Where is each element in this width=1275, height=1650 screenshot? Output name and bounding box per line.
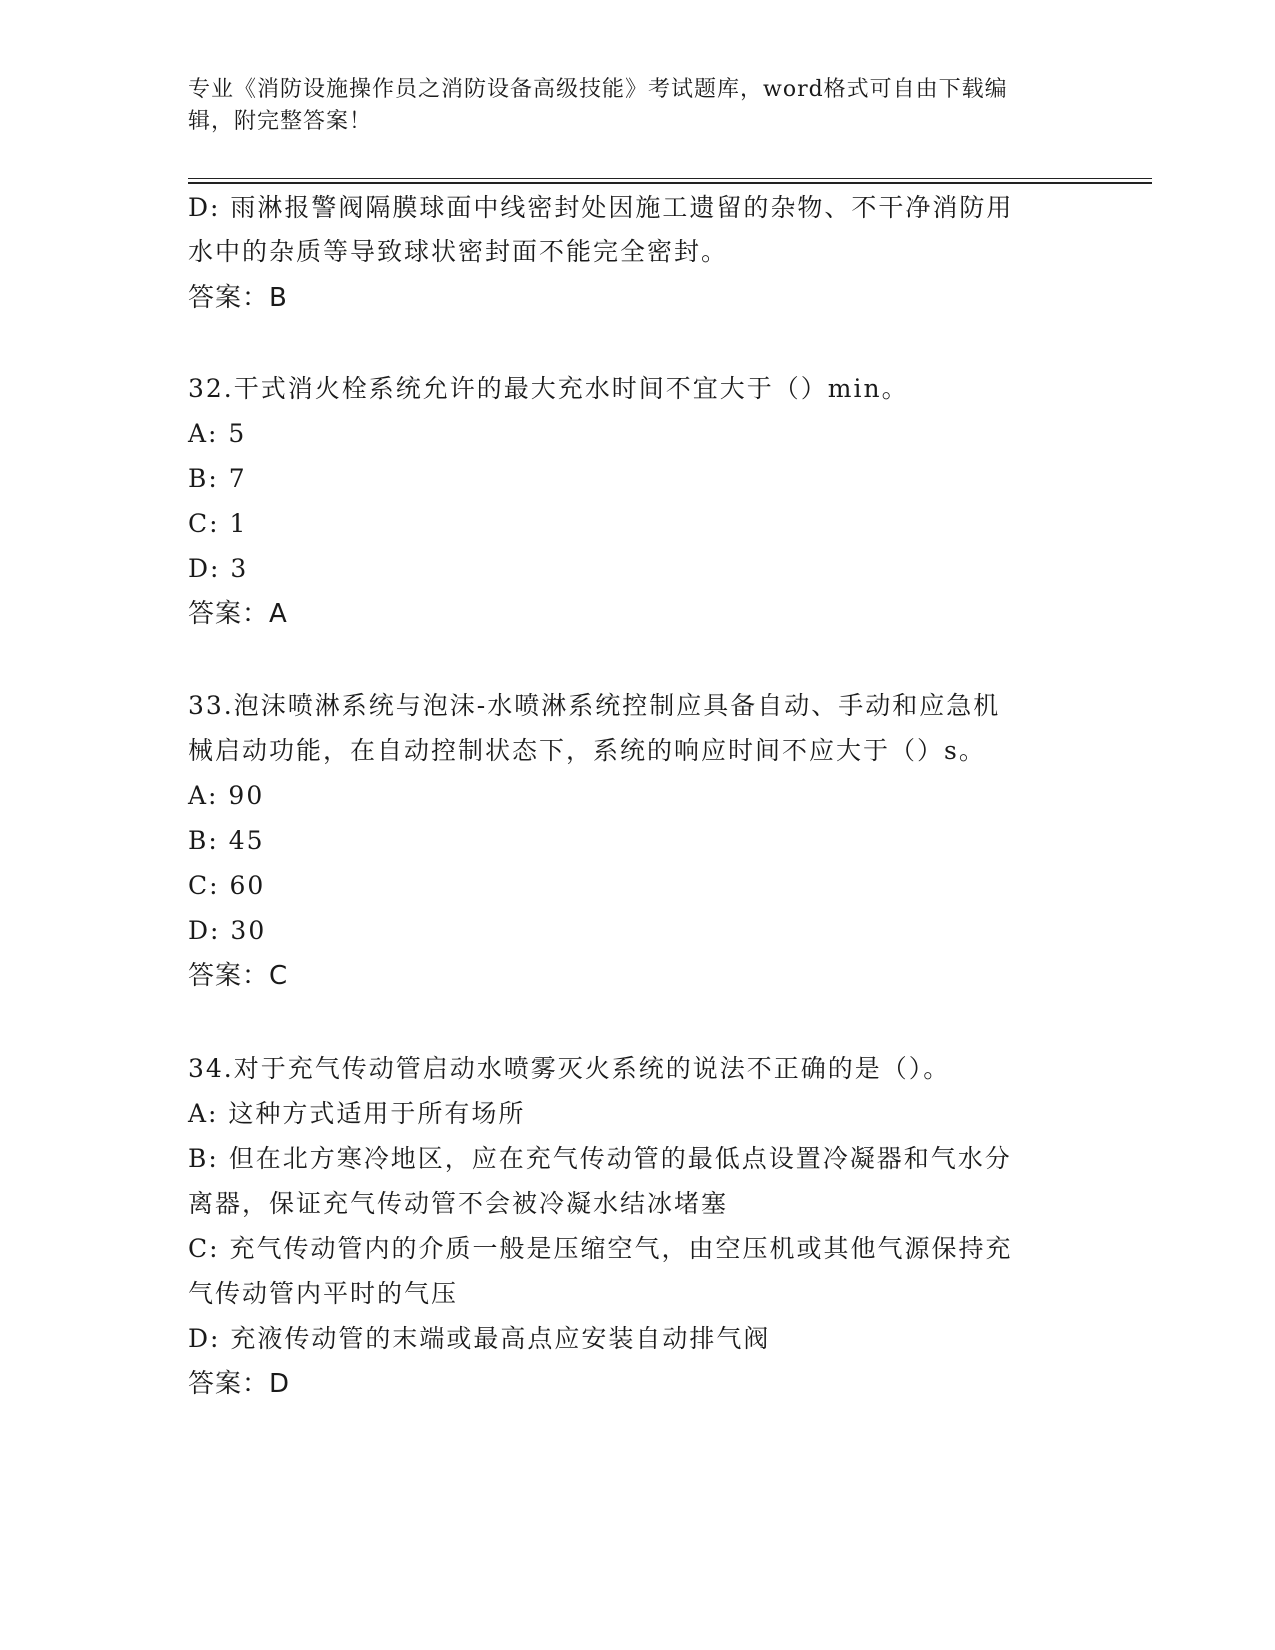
q32-option-a: A: 5	[188, 419, 247, 448]
header-divider-top	[188, 178, 1152, 179]
q32-option-d: D: 3	[188, 554, 249, 583]
header-line-1: 专业《消防设施操作员之消防设备高级技能》考试题库，word格式可自由下载编	[188, 77, 1008, 102]
q33-stem-line-2: 械启动功能，在自动控制状态下，系统的响应时间不应大于（）s。	[188, 736, 986, 765]
header-line-2: 辑，附完整答案！	[188, 109, 373, 134]
q34-answer: 答案：D	[188, 1369, 291, 1399]
q32-option-b: B: 7	[188, 464, 247, 493]
q34-option-b-line-2: 离器，保证充气传动管不会被冷凝水结冰堵塞	[188, 1189, 729, 1218]
header-divider-bottom	[188, 182, 1152, 184]
q34-option-b-line-1: B: 但在北方寒冷地区，应在充气传动管的最低点设置冷凝器和气水分	[188, 1144, 1012, 1173]
q34-option-a: A: 这种方式适用于所有场所	[188, 1099, 526, 1128]
prev-option-d-line-1: D: 雨淋报警阀隔膜球面中线密封处因施工遗留的杂物、不干净消防用	[188, 193, 1014, 222]
q34-stem: 34.对于充气传动管启动水喷雾灭火系统的说法不正确的是（）。	[188, 1054, 951, 1083]
q34-option-c-line-2: 气传动管内平时的气压	[188, 1279, 459, 1308]
q33-option-d: D: 30	[188, 916, 267, 945]
document-header	[188, 74, 1068, 138]
q33-option-b: B: 45	[188, 826, 265, 855]
q34-option-c-line-1: C: 充气传动管内的介质一般是压缩空气，由空压机或其他气源保持充	[188, 1234, 1013, 1263]
prev-option-d-line-2: 水中的杂质等导致球状密封面不能完全密封。	[188, 237, 729, 266]
q32-stem: 32.干式消火栓系统允许的最大充水时间不宜大于（）min。	[188, 374, 909, 403]
q33-option-c: C: 60	[188, 871, 266, 900]
q32-option-c: C: 1	[188, 509, 248, 538]
q32-answer: 答案：A	[188, 599, 288, 629]
prev-answer: 答案：B	[188, 283, 288, 313]
q33-answer: 答案：C	[188, 961, 289, 991]
q33-stem-line-1: 33.泡沫喷淋系统与泡沫-水喷淋系统控制应具备自动、手动和应急机	[188, 691, 1001, 720]
q34-option-d: D: 充液传动管的末端或最高点应安装自动排气阀	[188, 1324, 771, 1353]
q33-option-a: A: 90	[188, 781, 265, 810]
